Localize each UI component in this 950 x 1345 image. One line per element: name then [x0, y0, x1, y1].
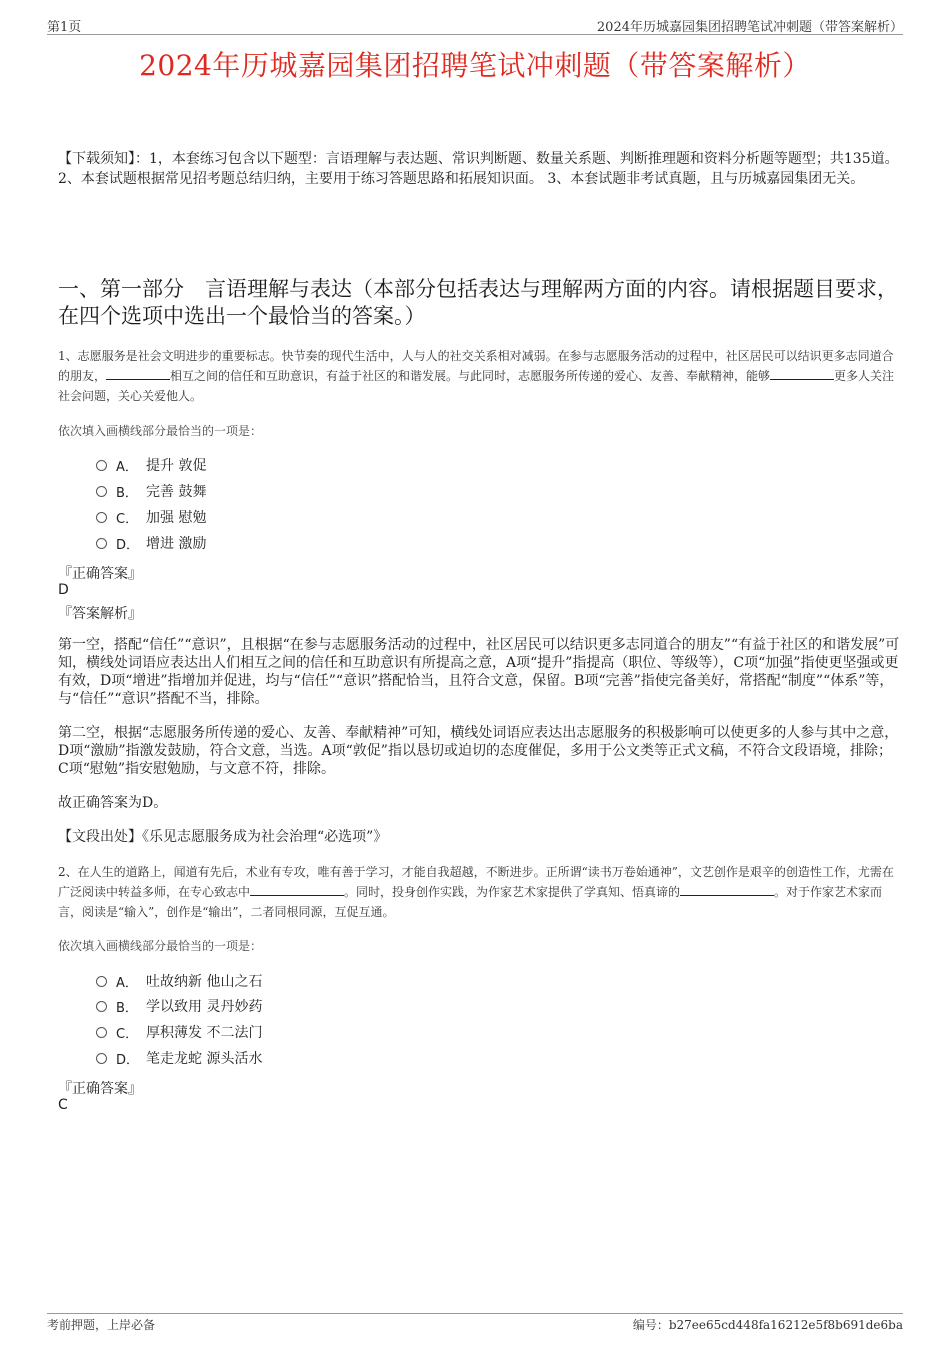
question-1-text: 1、志愿服务是社会文明进步的重要标志。快节奏的现代生活中，人与人的社交关系相对减弱。在参与志愿服务活动的过程中，社区居民可以结识更多志同道合的朋友， 相互之间的信任和互助意识，有益于社区的和谐发展。与此同时，志愿服务所传递的爱心、友善、奉献精神，能够 更多人关注社会问题，关心关爱他人。: [58, 349, 895, 403]
section-title: 一、第一部分 言语理解与表达（本部分包括表达与理解两方面的内容。请根据题目要求，在四个选项中选出一个最恰当的答案。）: [58, 277, 898, 328]
q2-option-d[interactable]: D． 笔走龙蛇 源头活水: [96, 1048, 262, 1068]
page-header: [47, 14, 903, 35]
header-doc-title: 2024年历城嘉园集团招聘笔试冲刺题（带答案解析）: [596, 20, 903, 35]
q1-answer-label: 『正确答案』: [58, 566, 142, 582]
q2-option-c[interactable]: C． 厚积薄发 不二法门: [96, 1022, 262, 1042]
q1-option-b[interactable]: B． 完善 鼓舞: [96, 481, 206, 501]
radio-icon[interactable]: [96, 460, 107, 471]
radio-icon[interactable]: [96, 538, 107, 549]
page-number: 第1页: [47, 20, 82, 35]
answer-blank: [106, 367, 170, 380]
radio-icon[interactable]: [96, 1027, 107, 1038]
page-footer: [47, 1313, 903, 1332]
answer-blank: [250, 883, 344, 896]
footer-doc-id: 编号：b27ee65cd448fa16212e5f8b691de6ba: [632, 1318, 903, 1332]
q1-option-a[interactable]: A． 提升 敦促: [96, 455, 206, 475]
q1-source: 【文段出处】《乐见志愿服务成为社会治理“必选项”》: [58, 829, 388, 845]
radio-icon[interactable]: [96, 976, 107, 987]
radio-icon[interactable]: [96, 512, 107, 523]
q1-option-c[interactable]: C． 加强 慰勉: [96, 507, 206, 527]
footer-slogan: 考前押题，上岸必备: [47, 1318, 156, 1332]
question-2-text: 2、在人生的道路上，闻道有先后，术业有专攻，唯有善于学习，才能自我超越，不断进步。正所谓“读书万卷始通神”，文艺创作是艰辛的创造性工作，尤需在广泛阅读中转益多师，在专心致志中 。同时，投身创作实践，为作家艺术家提供了学真知、悟真谛的 。对于作家艺术家而言，阅读是“输入”，创作是“输出”，二者同根同源，互促互通。: [58, 865, 894, 919]
q1-analysis-paragraph-1: 第一空，搭配“信任”“意识”，且根据“在参与志愿服务活动的过程中，社区居民可以结识更多志同道合的朋友”“有益于社区的和谐发展”可知，横线处词语应表达出人们相互之间的信任和互助意识有所提高之意，A项“提升”指提高（职位、等级等），C项“加强”指使更坚强或更有效，D项“增进”指增加并促进，均与“信任”“意识”搭配恰当，且符合文意，保留。B项“完善”指使完备美好，常搭配“制度”“体系”等，与“信任”“意识”搭配不当，排除。: [58, 637, 900, 707]
q2-option-b[interactable]: B． 学以致用 灵丹妙药: [96, 996, 262, 1016]
radio-icon[interactable]: [96, 1053, 107, 1064]
radio-icon[interactable]: [96, 486, 107, 497]
question-2-prompt: 依次填入画横线部分最恰当的一项是：: [58, 939, 263, 953]
answer-blank: [680, 883, 774, 896]
q1-analysis-paragraph-2: 第二空，根据“志愿服务所传递的爱心、友善、奉献精神”可知，横线处词语应表达出志愿服务的积极影响可以使更多的人参与其中之意，D项“激励”指激发鼓励，符合文意，当选。A项“敦促”指以恳切或迫切的态度催促，多用于公文类等正式文稿，不符合文段语境，排除；C项“慰勉”指安慰勉励，与文意不符，排除。: [58, 725, 899, 777]
radio-icon[interactable]: [96, 1001, 107, 1012]
q2-answer: C: [58, 1097, 68, 1113]
q1-conclusion: 故正确答案为D。: [58, 795, 168, 811]
q1-option-d[interactable]: D． 增进 激励: [96, 533, 206, 553]
q2-answer-label: 『正确答案』: [58, 1081, 142, 1097]
question-1-prompt: 依次填入画横线部分最恰当的一项是：: [58, 424, 263, 438]
q2-option-a[interactable]: A． 吐故纳新 他山之石: [96, 971, 262, 991]
document-title: 2024年历城嘉园集团招聘笔试冲刺题（带答案解析）: [139, 49, 811, 82]
answer-blank: [770, 367, 834, 380]
q1-answer: D: [58, 582, 69, 598]
q1-analysis-label: 『答案解析』: [58, 606, 142, 622]
download-notice: 【下载须知】：1，本套练习包含以下题型：言语理解与表达题、常识判断题、数量关系题、判断推理题和资料分析题等题型；共135道。 2、本套试题根据常见招考题总结归纳，主要用于练习答题思路和拓展知识面。 3、本套试题非考试真题，且与历城嘉园集团无关。: [58, 151, 899, 187]
